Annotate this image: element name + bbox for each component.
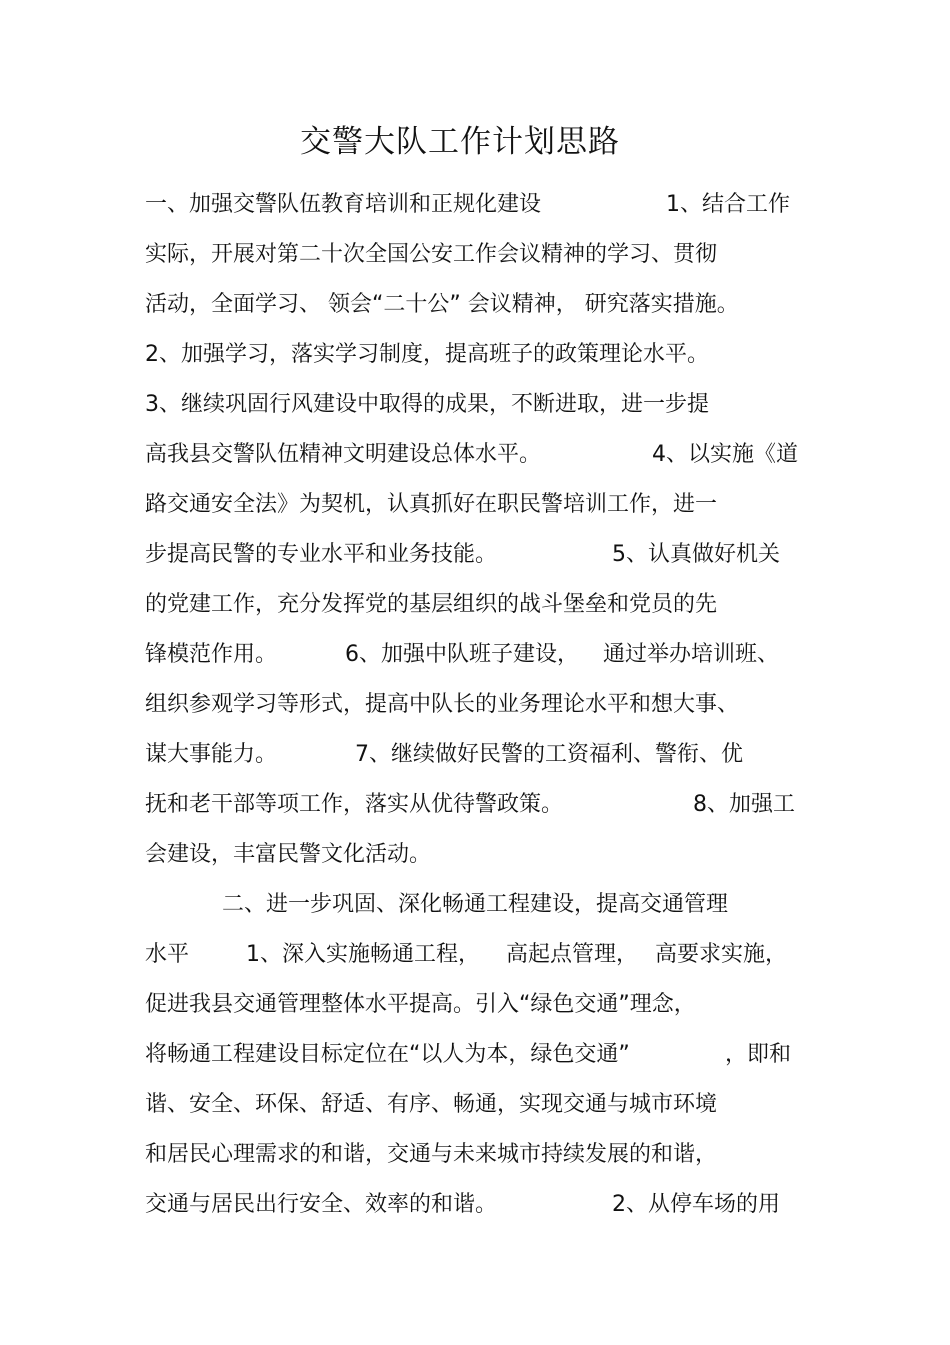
text-segment: 4、以实施《道 (652, 442, 798, 467)
text-line (0, 1130, 950, 1180)
text-segment: 将畅通工程建设目标定位在“以人为本，绿色交通” (145, 1042, 630, 1067)
text-line (0, 830, 950, 880)
text-segment: 谋大事能力。 (145, 742, 278, 767)
text-segment: 谐、安全、环保、舒适、有序、畅通，实现交通与城市环境 (145, 1092, 718, 1117)
text-segment: 一、加强交警队伍教育培训和正规化建设 (145, 192, 542, 217)
text-line (0, 530, 950, 580)
text-segment: 高起点管理， (506, 942, 639, 967)
text-segment: 路交通安全法》为契机，认真抓好在职民警培训工作，进一 (145, 492, 718, 517)
text-segment: 促进我县交通管理整体水平提高。引入“绿色交通”理念， (145, 992, 696, 1017)
text-segment: 1、结合工作 (666, 192, 790, 217)
text-segment: 2、加强学习，落实学习制度，提高班子的政策理论水平。 (145, 342, 709, 367)
text-segment: 3、继续巩固行风建设中取得的成果，不断进取，进一步提 (145, 392, 709, 417)
text-line (0, 230, 950, 280)
text-segment: 锋模范作用。 (145, 642, 278, 667)
text-line (0, 1080, 950, 1130)
text-line (0, 380, 950, 430)
text-line (0, 630, 950, 680)
text-line (0, 780, 950, 830)
text-segment: 组织参观学习等形式，提高中队长的业务理论水平和想大事、 (145, 692, 740, 717)
text-segment: 会建设，丰富民警文化活动。 (145, 842, 432, 867)
text-segment: 5、认真做好机关 (612, 542, 780, 567)
text-line (0, 880, 950, 930)
text-segment: 交通与居民出行安全、效率的和谐。 (145, 1192, 498, 1217)
text-segment: 步提高民警的专业水平和业务技能。 (145, 542, 498, 567)
text-line (0, 1180, 950, 1230)
text-segment: 抚和老干部等项工作，落实从优待警政策。 (145, 792, 564, 817)
text-segment: 8、加强工 (693, 792, 795, 817)
text-segment: 的党建工作，充分发挥党的基层组织的战斗堡垒和党员的先 (145, 592, 718, 617)
text-segment: ，即和 (725, 1042, 792, 1067)
text-segment: 活动，全面学习、 领会“二十公” 会议精神， 研究落实措施。 (145, 292, 739, 317)
text-line (0, 480, 950, 530)
text-line (0, 980, 950, 1030)
text-line (0, 330, 950, 380)
text-line (0, 180, 950, 230)
text-segment: 2、从停车场的用 (612, 1192, 780, 1217)
text-line (0, 930, 950, 980)
text-segment: 高我县交警队伍精神文明建设总体水平。 (145, 442, 542, 467)
text-segment: 1、深入实施畅通工程， (246, 942, 480, 967)
text-line (0, 730, 950, 780)
document-title: 交警大队工作计划思路 (300, 124, 620, 160)
text-segment: 高要求实施， (655, 942, 788, 967)
text-line (0, 1030, 950, 1080)
text-line (0, 580, 950, 630)
text-segment: 7、继续做好民警的工资福利、警衔、优 (355, 742, 743, 767)
text-line (0, 280, 950, 330)
text-segment: 6、加强中队班子建设， (345, 642, 579, 667)
text-segment: 通过举办培训班、 (603, 642, 780, 667)
text-segment: 实际，开展对第二十次全国公安工作会议精神的学习、贯彻 (145, 242, 718, 267)
text-segment: 二、进一步巩固、深化畅通工程建设，提高交通管理 (222, 892, 729, 917)
text-segment: 和居民心理需求的和谐，交通与未来城市持续发展的和谐， (145, 1142, 718, 1167)
text-line (0, 430, 950, 480)
text-segment: 水平 (145, 942, 190, 967)
text-line (0, 680, 950, 730)
